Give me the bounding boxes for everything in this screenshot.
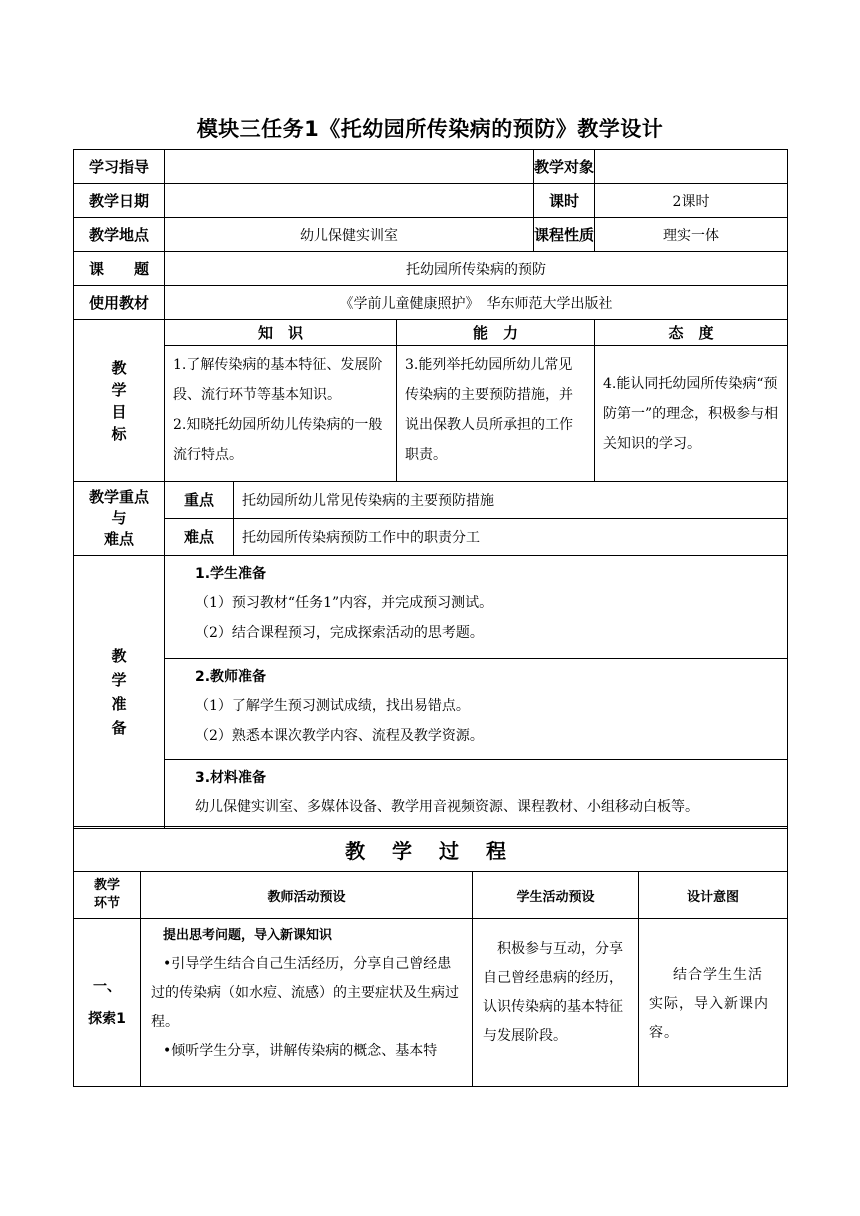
goals-label: 教 学 目 标	[74, 320, 165, 482]
diff-value: 托幼园所传染病预防工作中的职责分工	[242, 530, 480, 546]
process-table	[73, 826, 788, 1087]
lesson-plan-table	[73, 149, 788, 829]
prep-material-1: 幼儿保健实训室、多媒体设备、教学用音视频资源、课程教材、小组移动白板等。	[195, 799, 699, 815]
prep-material-title: 3.材料准备	[195, 770, 267, 786]
row1-teacher-head: 提出思考问题，导入新课知识	[163, 928, 333, 943]
target-value	[595, 150, 788, 184]
prep-teacher-title: 2.教师准备	[195, 669, 267, 685]
goal-attitude: 4.能认同托幼园所传染病“预防第一”的理念，积极参与相关知识的学习。	[595, 346, 788, 482]
goal-knowledge	[165, 346, 397, 482]
col-intent: 设计意图	[639, 872, 788, 919]
document-title: 模块三任务1《托幼园所传染病的预防》教学设计	[196, 117, 664, 141]
topic-label: 课 题	[74, 252, 165, 286]
prep-student-title: 1.学生准备	[195, 566, 267, 582]
hours-value: 2课时	[595, 184, 788, 218]
prep-student-2: （2）结合课程预习，完成探索活动的思考题。	[195, 625, 484, 641]
row1-teacher	[141, 919, 473, 1087]
goal-ability: 3.能列举托幼园所幼儿常见传染病的主要预防措施，并说出保教人员所承担的工作职责。	[397, 346, 595, 482]
guide-value	[165, 150, 534, 184]
prep-label: 教 学 准 备	[74, 556, 165, 829]
goals-col-ability: 能 力	[397, 320, 595, 346]
date-label: 教学日期	[74, 184, 165, 218]
goal-knowledge-2: 2.知晓托幼园所幼儿传染病的一般流行特点。	[173, 417, 383, 463]
row1-intent: 结合学生生活实际，导入新课内容。	[639, 919, 788, 1087]
place-label: 教学地点	[74, 218, 165, 252]
topic-value: 托幼园所传染病的预防	[165, 252, 788, 286]
row1-stage	[74, 919, 141, 1087]
guide-label: 学习指导	[74, 150, 165, 184]
keypoint-row	[165, 482, 788, 519]
process-title: 教 学 过 程	[74, 827, 788, 872]
target-label: 教学对象	[534, 150, 595, 184]
nature-label: 课程性质	[534, 218, 595, 252]
textbook-label: 使用教材	[74, 286, 165, 320]
prep-teacher-1: （1）了解学生预习测试成绩，找出易错点。	[195, 698, 470, 714]
prep-teacher	[165, 659, 788, 760]
textbook-value: 《学前儿童健康照护》 华东师范大学出版社	[165, 286, 788, 320]
row1-teacher-2: •倾听学生分享，讲解传染病的概念、基本特	[163, 1043, 438, 1059]
col-stage: 教学 环节	[74, 872, 141, 919]
hours-label: 课时	[534, 184, 595, 218]
goal-knowledge-1: 1.了解传染病的基本特征、发展阶段、流行环节等基本知识。	[173, 357, 383, 403]
col-teacher: 教师活动预设	[141, 872, 473, 919]
prep-student	[165, 556, 788, 659]
key-label: 重点	[165, 482, 234, 518]
difficulty-row	[165, 519, 788, 556]
diff-label: 难点	[165, 519, 234, 555]
prep-teacher-2: （2）熟悉本课次教学内容、流程及教学资源。	[195, 728, 484, 744]
prep-material	[165, 760, 788, 829]
keypoints-label: 教学重点 与 难点	[74, 482, 165, 556]
row1-stage-2: 探索1	[88, 1010, 126, 1027]
date-value	[165, 184, 534, 218]
row1-student: 积极参与互动，分享自己曾经患病的经历，认识传染病的基本特征与发展阶段。	[473, 919, 639, 1087]
nature-value: 理实一体	[595, 218, 788, 252]
col-student: 学生活动预设	[473, 872, 639, 919]
key-value: 托幼园所幼儿常见传染病的主要预防措施	[242, 493, 494, 509]
goals-col-attitude: 态 度	[595, 320, 788, 346]
row1-stage-1: 一、	[93, 978, 121, 995]
goals-col-knowledge: 知 识	[165, 320, 397, 346]
place-value: 幼儿保健实训室	[165, 218, 534, 252]
row1-teacher-1: •引导学生结合自己生活经历，分享自己曾经患过的传染病（如水痘、流感）的主要症状及生病过程。	[151, 956, 459, 1030]
prep-student-1: （1）预习教材“任务1”内容，并完成预习测试。	[195, 595, 494, 611]
